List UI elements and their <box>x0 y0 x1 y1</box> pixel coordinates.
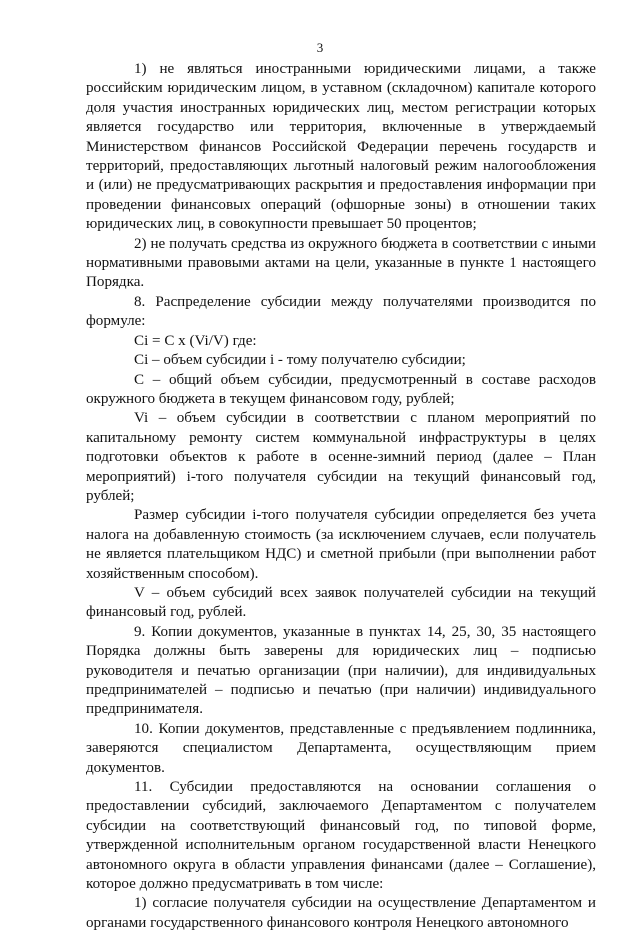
formula-ci-definition: Ci – объем субсидии i - тому получателю субсидии; <box>134 352 466 369</box>
paragraph-10-certified-copies: 10. Копии документов, представленные с предъявлением подлинника, заверяются специалистом Департамента, осуществляющим прием документов. <box>86 720 596 776</box>
paragraph-9-document-copies: 9. Копии документов, указанные в пунктах 14, 25, 30, 35 настоящего Порядка должны быть заверены для юридических лиц – подписью руководителя и печатью организации (при наличии), для индивидуальных предпринимателей – подписью и печатью (при наличии) индивидуального предпринимателя. <box>86 623 596 718</box>
subsidy-size-note: Размер субсидии i-того получателя субсидии определяется без учета налога на добавленную стоимость (за исключением случаев, если получатель не является плательщиком НДС) и сметной прибыли (при выполнении работ хозяйственным способом). <box>86 507 596 582</box>
paragraph-11-item-1-consent: 1) согласие получателя субсидии на осуществление Департаментом и органами государственного финансового контроля Ненецкого автономного <box>86 895 596 931</box>
formula-line: Ci = С х (Vi/V) где: <box>134 332 257 349</box>
formula-c-definition: С – общий объем субсидии, предусмотренный в составе расходов окружного бюджета в текущем финансовом году, рублей; <box>86 371 596 407</box>
paragraph-2-no-other-budget-funds: 2) не получать средства из окружного бюджета в соответствии с иными нормативными правовыми актами на цели, указанные в пункте 1 настоящего Порядка. <box>86 235 596 291</box>
paragraph-8-distribution-formula: 8. Распределение субсидии между получателями производится по формуле: <box>86 293 596 330</box>
paragraph-11-agreement: 11. Субсидии предоставляются на основании соглашения о предоставлении субсидий, заключаемого Департаментом с получателем субсидии на соответствующий финансовый год, по типовой форме, утвержденной исполнительным органом государственной власти Ненецкого автономного округа в области управления финансами (далее – Соглашение), которое должно предусматривать в том числе: <box>86 779 596 893</box>
paragraph-1-not-foreign-entity: 1) не являться иностранными юридическими лицами, а также российским юридическим лицом, в уставном (складочном) капитале которого доля участия иностранных юридических лиц, местом регистрации которых является государство или территория, включенные в утверждаемый Министерством финансов Российской Федерации перечень государств и территорий, предоставляющих льготный налоговый режим налогообложения и (или) не предусматривающих раскрытия и предоставления информации при проведении финансовых операций (офшорные зоны) в отношении таких юридических лиц, в совокупности превышает 50 процентов; <box>86 61 596 233</box>
formula-v-definition: V – объем субсидий всех заявок получателей субсидии на текущий финансовый год, рублей. <box>86 584 596 621</box>
document-body <box>86 60 596 933</box>
page-number: 3 <box>316 40 324 55</box>
formula-vi-definition: Vi – объем субсидии в соответствии с планом мероприятий по капитальному ремонту систем коммунальной инфраструктуры в целях подготовки объектов к работе в осенне-зимний период (далее – План мероприятий) i-того получателя субсидии на текущий финансовый год, рублей; <box>86 410 596 504</box>
